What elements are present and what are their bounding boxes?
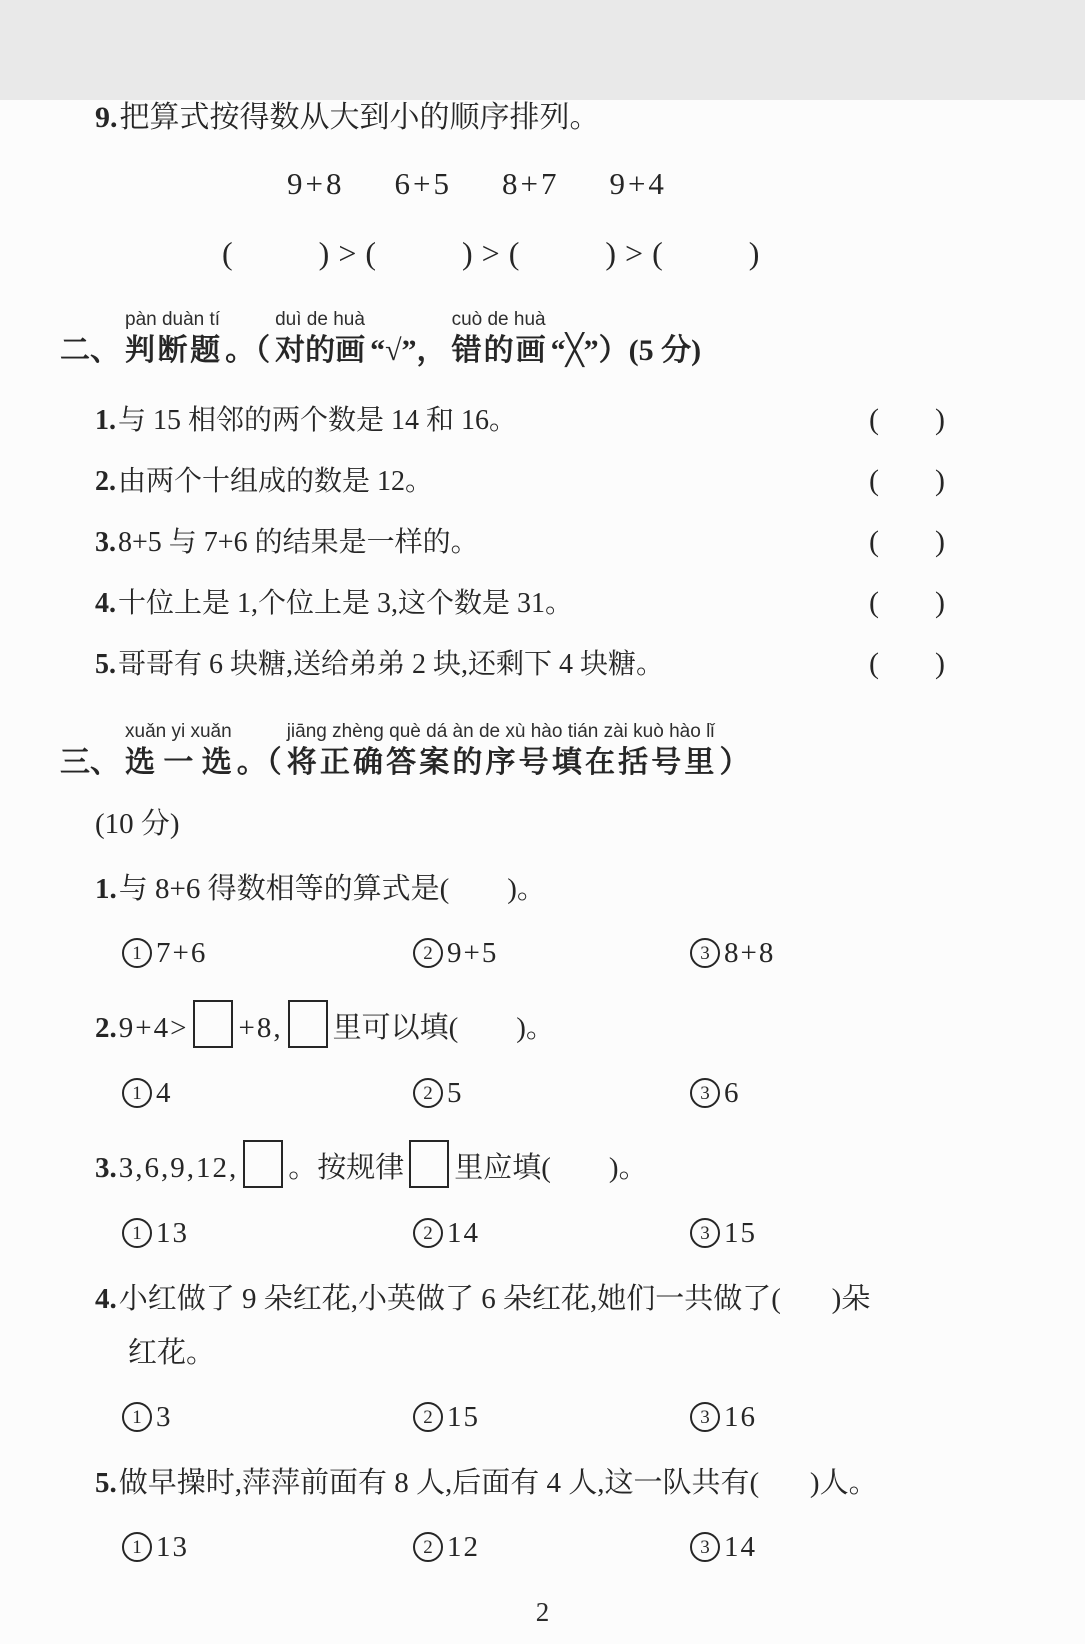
choice-question-4: 4.小红做了 9 朵红花,小英做了 6 朵红花,她们一共做了( )朵 [95,1283,871,1315]
option-3: 3 14 [690,1528,1085,1566]
paren-close: ) [605,235,617,271]
header-segment: pàn duàn tí 判 断 题 [125,309,221,367]
option-3: 3 8+8 [690,934,1085,972]
item-text: 2.由两个十组成的数是 12。 [95,466,434,497]
paren-open: ( [222,235,233,271]
answer-parens: ( ) [869,403,945,436]
circled-number: 1 [122,938,152,968]
circled-number: 2 [413,1402,443,1432]
options-row [122,1398,1085,1436]
options-row [122,1074,1085,1112]
judgement-item-5 [95,646,945,682]
expression: 9+8 [287,166,345,201]
choice-question-3: 3.3,6,9,12, 。按规律 里应填( )。 [95,1140,1085,1188]
header-segment: 三、 [60,746,120,779]
header-segment: ） [719,746,750,779]
question-number: 9. [95,101,118,134]
judgement-item-2 [95,463,945,499]
judgement-items [0,402,1085,682]
section-judgement [0,308,1085,682]
question-text: 把算式按得数从大到小的顺序排列。 [119,101,600,134]
answer-parens: ( ) [869,586,945,619]
ordering-answer-row [222,234,1085,272]
circled-number: 3 [690,1402,720,1432]
item-text: 3.8+5 与 7+6 的结果是一样的。 [95,527,479,558]
section-choice [0,720,1085,1566]
option-2: 2 14 [413,1214,690,1252]
blank-box [409,1140,449,1188]
option-1: 1 13 [122,1528,413,1566]
option-1: 1 4 [122,1074,413,1112]
options-row [122,1528,1085,1566]
answer-parens: ( ) [869,464,945,497]
page-number: 2 [535,1597,550,1627]
item-text: 5.哥哥有 6 块糖,送给弟弟 2 块,还剩下 4 块糖。 [95,649,665,680]
header-segment: 二、 [60,334,120,367]
circled-number: 3 [690,1532,720,1562]
header-segment: 。（ [225,334,271,367]
choice-question-2: 2.9+4> +8, 里可以填( )。 [95,1000,1085,1048]
paren-open: ( [365,235,377,271]
answer-parens: ( ) [869,525,945,558]
header-segment: duì de huà 对 的 画 [275,309,366,367]
question-9 [0,100,1085,272]
header-segment: “╳”）(5 分) [550,334,702,367]
judgement-item-3 [95,524,945,560]
question-9-line [95,100,1085,136]
greater-than-sign: > [625,235,644,271]
header-segment: cuò de huà 错 的 画 [451,309,546,367]
expression: 8+7 [501,166,560,201]
circled-number: 1 [122,1218,152,1248]
section-3-header [60,720,1085,782]
greater-than-sign: > [338,235,357,271]
worksheet-page [0,100,1085,1644]
paren-close: ) [462,235,473,271]
circled-number: 2 [413,938,443,968]
item-text: 1.与 15 相邻的两个数是 14 和 16。 [95,405,518,436]
circled-number: 3 [690,938,720,968]
option-3: 3 15 [690,1214,1085,1252]
circled-number: 2 [413,1218,443,1248]
paren-close: ) [318,235,330,271]
circled-number: 1 [122,1532,152,1562]
circled-number: 3 [690,1078,720,1108]
choice-question-1: 1.与 8+6 得数相等的算式是( )。 [95,873,546,905]
option-1: 1 3 [122,1398,413,1436]
header-segment: jiāng zhèng què dá àn de xù hào tián zài kuò hào lǐ 将 正 确 答 案 的 序 号 填 在 括 号 里 [286,721,715,779]
option-3: 3 16 [690,1398,1085,1436]
section-score: (10 分) [95,808,180,840]
judgement-item-1 [95,402,945,438]
blank-box [243,1140,283,1188]
judgement-item-4 [95,585,945,621]
paren-close: ) [748,235,760,271]
expression-row [287,166,1085,202]
choice-question-4-continuation: 红花。 [128,1337,216,1369]
paren-open: ( [508,235,520,271]
circled-number: 1 [122,1402,152,1432]
choice-question-5: 5.做早操时,萍萍前面有 8 人,后面有 4 人,这一队共有( )人。 [95,1467,878,1499]
option-1: 1 13 [122,1214,413,1252]
option-2: 2 9+5 [413,934,690,972]
header-segment: “√”， [370,334,447,367]
circled-number: 1 [122,1078,152,1108]
section-2-header [60,308,1085,370]
expression: 9+4 [609,166,667,201]
paren-open: ( [652,235,663,271]
answer-parens: ( ) [869,647,945,680]
circled-number: 2 [413,1532,443,1562]
greater-than-sign: > [481,235,500,271]
blank-box [288,1000,328,1048]
option-1: 1 7+6 [122,934,413,972]
option-2: 2 15 [413,1398,690,1436]
option-2: 2 12 [413,1528,690,1566]
circled-number: 2 [413,1078,443,1108]
option-2: 2 5 [413,1074,690,1112]
circled-number: 3 [690,1218,720,1248]
options-row [122,934,1085,972]
option-3: 3 6 [690,1074,1085,1112]
header-segment: xuǎn yi xuǎn 选 一 选 [125,721,232,779]
options-row [122,1214,1085,1252]
blank-box [193,1000,233,1048]
header-segment: 。（ [236,746,282,779]
item-text: 4.十位上是 1,个位上是 3,这个数是 31。 [95,588,574,619]
expression: 6+5 [394,166,452,201]
